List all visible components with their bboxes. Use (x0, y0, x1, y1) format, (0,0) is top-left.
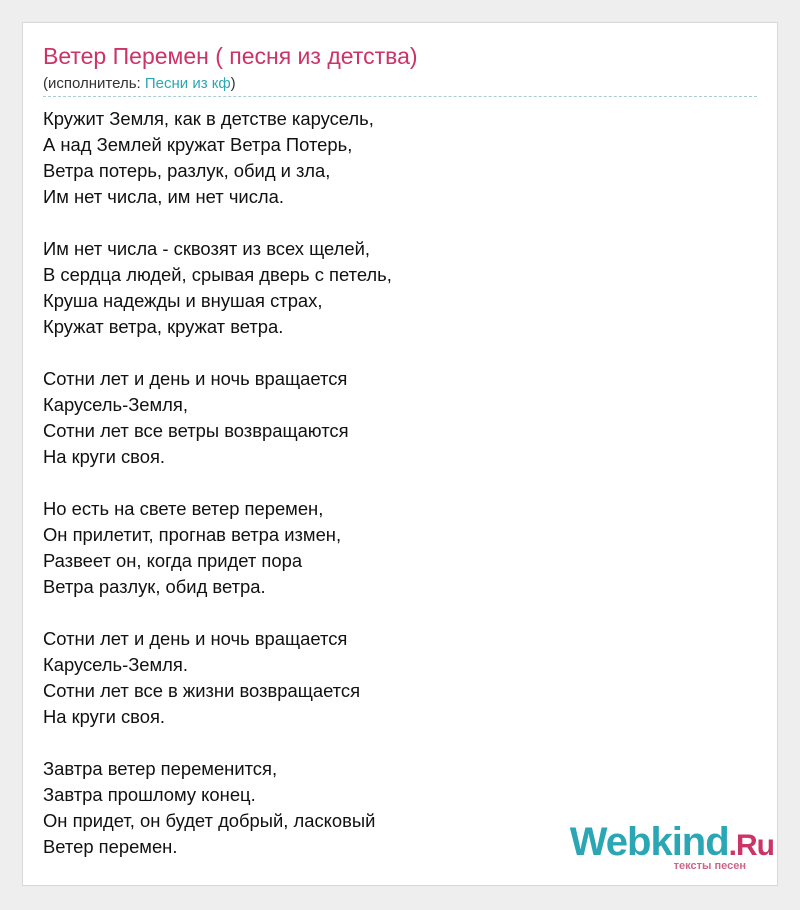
stanza (43, 106, 392, 210)
song-title: Ветер Перемен ( песня из детства) (43, 43, 418, 69)
artist-link[interactable]: Песни из кф (144, 75, 231, 92)
stanza (43, 496, 392, 600)
logo-tld: .Ru (728, 829, 774, 862)
lyric-line: На круги своя. (43, 446, 166, 467)
logo-brand: Webkind (569, 820, 729, 864)
lyric-line: Завтра прошлому конец. (43, 784, 256, 805)
lyric-line: Круша надежды и внушая страх, (43, 290, 323, 311)
lyric-line: Карусель-Земля, (43, 394, 188, 415)
stanza (43, 756, 392, 860)
dashed-divider (43, 96, 757, 97)
artist-suffix: ) (230, 75, 236, 92)
lyric-line: Ветра разлук, обид ветра. (43, 576, 266, 597)
stanza (43, 366, 392, 470)
lyric-line: Кружат ветра, кружат ветра. (43, 316, 284, 337)
lyric-line: Сотни лет все в жизни возвращается (43, 680, 361, 701)
lyric-line: Им нет числа, им нет числа. (43, 186, 284, 207)
lyric-line: Завтра ветер переменится, (43, 758, 278, 779)
lyric-line: Карусель-Земля. (43, 654, 188, 675)
stanza (43, 626, 392, 730)
lyric-line: Ветра потерь, разлук, обид и зла, (43, 160, 331, 181)
lyric-line: Он прилетит, прогнав ветра измен, (43, 524, 342, 545)
logo-tagline: тексты песен (673, 860, 746, 872)
artist-line (43, 75, 236, 92)
lyrics-body (43, 106, 392, 860)
lyric-line: Сотни лет и день и ночь вращается (43, 368, 348, 389)
lyric-line: Ветер перемен. (43, 836, 178, 857)
lyric-line: А над Землей кружат Ветра Потерь, (43, 134, 353, 155)
lyric-line: На круги своя. (43, 706, 166, 727)
lyric-line: Кружит Земля, как в детстве карусель, (43, 108, 374, 129)
lyric-line: Им нет числа - сквозят из всех щелей, (43, 238, 370, 259)
lyric-line: Но есть на свете ветер перемен, (43, 498, 324, 519)
lyric-line: Сотни лет и день и ночь вращается (43, 628, 348, 649)
artist-prefix: (исполнитель: (43, 75, 145, 92)
lyric-line: В сердца людей, срывая дверь с петель, (43, 264, 392, 285)
stanza (43, 236, 392, 340)
lyric-line: Развеет он, когда придет пора (43, 550, 303, 571)
lyric-line: Сотни лет все ветры возвращаются (43, 420, 349, 441)
lyric-line: Он придет, он будет добрый, ласковый (43, 810, 376, 831)
lyrics-card (22, 22, 778, 886)
webkind-logo[interactable] (570, 822, 774, 872)
